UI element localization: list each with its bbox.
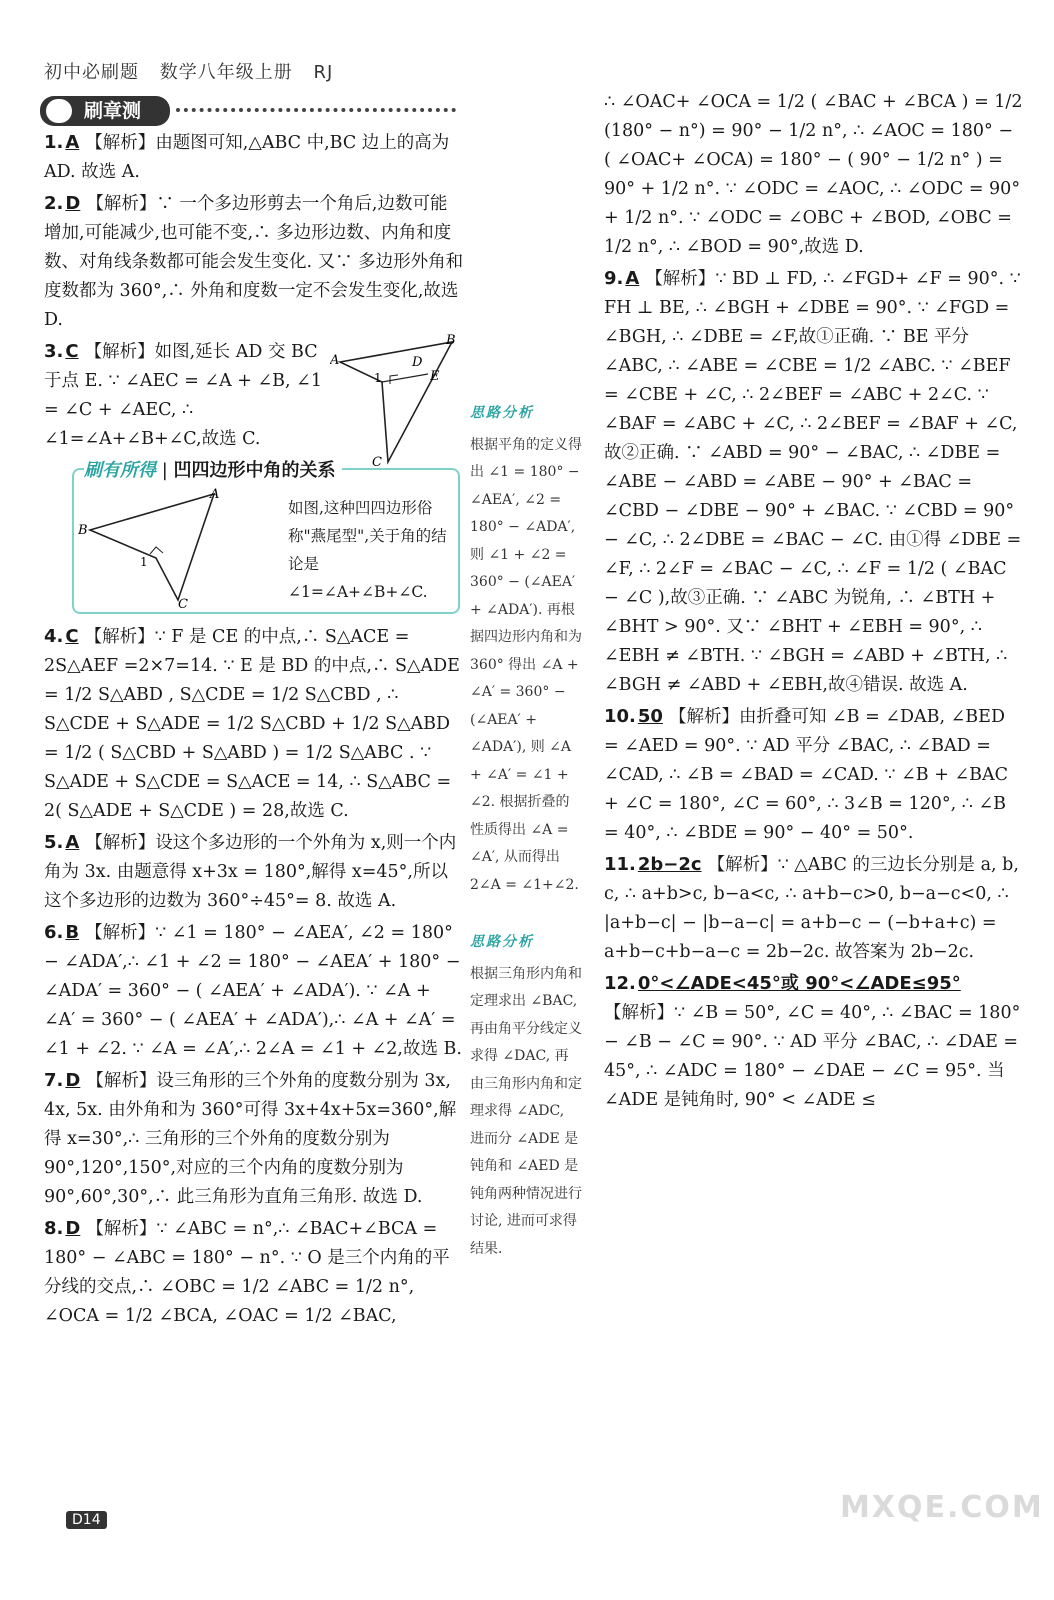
page-header [44, 58, 347, 84]
question-8-continued: ∴ ∠OAC+ ∠OCA = 1/2 ( ∠BAC + ∠BCA ) = 1/2 (180° − n°) = 90° − 1/2 n°, ∴ ∠AOC = 180° − ( ∠OAC+ ∠OCA) = 180° − ( 90° − 1/2 n° ) = 90° + 1/2 n°. ∵ ∠ODC = ∠AOC, ∴ ∠ODC = 90° + 1/2 n°. ∵ ∠ODC = ∠OBC + ∠BOD, ∠OBC = 1/2 n°, ∴ ∠BOD = 90°,故选 D. [604, 92, 1023, 257]
question-1: 1. A 【解析】由题图可知,△ABC 中,BC 边上的高为 AD. 故选 A. [44, 132, 450, 182]
question-9: 9. A 【解析】∵ BD ⊥ FD, ∴ ∠FGD+ ∠F = 90°. ∵ FH ⊥ BE, ∴ ∠BGH + ∠DBE = 90°. ∵ ∠FGD = ∠BGH, ∴ ∠DBE = ∠F,故①正确. ∵ BE 平分 ∠ABC, ∴ ∠ABE = ∠CBE = 1/2 ∠ABC. ∵ ∠BEF = ∠CBE + ∠C, ∴ 2∠BEF = ∠ABC + 2∠C. ∵ ∠BAF = ∠ABC + ∠C, ∴ 2∠BEF = ∠BAF + ∠C,故②正确. ∵ ∠ABD = 90° − ∠BAC, ∴ ∠DBE = ∠ABE − ∠ABD = ∠ABE − 90° + ∠BAC = ∠CBD − ∠DBE − 90° + ∠BAC. ∵ ∠CBD = 90° − ∠C, ∴ 2∠DBE = ∠BAC − ∠C. 由①得 ∠DBE = ∠F, ∴ 2∠F = ∠BAC − ∠C, ∴ ∠F = 1/2 ( ∠BAC − ∠C ),故③正确. ∵ ∠ABC 为锐角, ∴ ∠BTH + ∠BHT > 90°. 又∵ ∠BHT + ∠EBH = 90°, ∴ ∠EBH ≠ ∠BTH. ∵ ∠BGH = ∠ABD + ∠BTH, ∴ ∠BGH ≠ ∠ABD + ∠EBH,故④错误. 故选 A. [604, 268, 1022, 695]
watermark: MXQE.COM [840, 1490, 1044, 1525]
svg-text:A: A [210, 488, 220, 502]
book-title: 初中必刷题 [44, 62, 139, 83]
side-note-2: 思路分析 根据三角形内角和定理求出 ∠BAC, 再由角平分线定义求得 ∠DAC, 再由三角形内角和定理求得 ∠ADC, 进而分 ∠ADE 是钝角和 ∠AED 是钝角两种情况进行讨论, 进而可求得结果. [470, 934, 582, 1257]
edition-label: RJ [313, 62, 334, 83]
svg-text:A: A [330, 353, 340, 368]
tip-box-header: 刷有所得 | 凹四边形中角的关系 [84, 456, 342, 484]
pen-icon [46, 99, 72, 123]
figure-q3 [330, 334, 460, 468]
question-8: 8. D 【解析】∵ ∠ABC = n°,∴ ∠BAC+∠BCA = 180° − ∠ABC = 180° − n°. ∵ O 是三个内角的平分线的交点,∴ ∠OBC = 1/2 ∠ABC = 1/2 n°, ∠OCA = 1/2 ∠BCA, ∠OAC = 1/2 ∠BAC, [44, 1218, 450, 1326]
svg-text:E: E [430, 369, 440, 384]
figure-dart-shape [78, 488, 228, 608]
svg-text:B: B [446, 334, 456, 348]
question-6: 6. B 【解析】∵ ∠1 = 180° − ∠AEA′, ∠2 = 180° − ∠ADA′,∴ ∠1 + ∠2 = 180° − ∠AEA′ + 180° − ∠ADA′ = 360° − ( ∠AEA′ + ∠ADA′). ∵ ∠A + ∠A′ = 360° − ( ∠AEA′ + ∠ADA′),∴ ∠A + ∠A′ = ∠1 + ∠2. ∵ ∠A = ∠A′,∴ 2∠A = ∠1 + ∠2,故选 B. [44, 922, 462, 1059]
svg-text:1: 1 [374, 371, 382, 385]
tip-box [72, 460, 460, 614]
tip-box-title: 凹四边形中角的关系 [173, 460, 336, 481]
question-7: 7. D 【解析】设三角形的三个外角的度数分别为 3x, 4x, 5x. 由外角和为 360°可得 3x+4x+5x=360°,解得 x=30°,∴ 三角形的三个外角的度数分别为 90°,120°,150°,对应的三个内角的度数分别为 90°,60°,30°,∴ 此三角形为直角三角形. 故选 D. [44, 1070, 457, 1207]
tip-box-label: 刷有所得 [84, 460, 156, 481]
section-title: 刷章测 [84, 100, 142, 122]
question-2: 2. D 【解析】∵ 一个多边形剪去一个角后,边数可能增加,可能减少,也可能不变,∴ 多边形边数、内角和度数、对角线条数都可能会发生变化. 又∵ 多边形外角和度数都为 360°,∴ 外角和度数一定不会发生变化,故选 D. [44, 193, 464, 330]
page-number: D14 [66, 1511, 107, 1529]
tip-box-text: 如图,这种凹四边形俗称"燕尾型",关于角的结论是 ∠1=∠A+∠B+∠C. [288, 499, 447, 601]
question-5: 5. A 【解析】设这个多边形的一个外角为 x,则一个内角为 3x. 由题意得 x+3x = 180°,解得 x=45°,所以这个多边形的边数为 360°÷45°= 8. 故选 A. [44, 832, 457, 911]
question-11: 11. 2b−2c 【解析】∵ △ABC 的三边长分别是 a, b, c, ∴ a+b>c, b−a<c, ∴ a+b−c>0, b−a−c<0, ∴ |a+b−c| − |b−a−c| = a+b−c − (−b+a+c) = a+b−c+b−a−c = 2b−2c. 故答案为 2b−2c. [604, 854, 1019, 962]
section-badge [40, 96, 170, 126]
right-column [604, 88, 1024, 1117]
svg-text:D: D [412, 355, 423, 370]
svg-text:B: B [78, 523, 88, 538]
svg-text:C: C [178, 597, 188, 608]
question-10: 10. 50 【解析】由折叠可知 ∠B = ∠DAB, ∠BED = ∠AED = 90°. ∵ AD 平分 ∠BAC, ∴ ∠BAD = ∠CAD, ∴ ∠B = ∠BAD = ∠CAD. ∵ ∠B + ∠BAC + ∠C = 180°, ∠C = 60°, ∴ 3∠B = 120°, ∴ ∠B = 40°, ∴ ∠BDE = 90° − 40° = 50°. [604, 706, 1008, 843]
side-note-1: 思路分析 根据平角的定义得出 ∠1 = 180° − ∠AEA′, ∠2 = 180° − ∠ADA′, 则 ∠1 + ∠2 = 360° − (∠AEA′ + ∠ADA′). 再根据四边形内角和为 360° 得出 ∠A + ∠A′ = 360° − (∠AEA′ + ∠ADA′), 则 ∠A + ∠A′ = ∠1 + ∠2. 根据折叠的性质得出 ∠A = ∠A′, 从而得出 2∠A = ∠1+∠2. [470, 405, 582, 893]
subject-title: 数学八年级上册 [159, 62, 293, 83]
svg-text:C: C [372, 455, 382, 468]
question-12: 12. 0°<∠ADE<45°或 90°<∠ADE≤95° 【解析】∵ ∠B = 50°, ∠C = 40°, ∴ ∠BAC = 180° − ∠B − ∠C = 90°. ∵ AD 平分 ∠BAC, ∴ ∠DAE = 45°, ∴ ∠ADC = 180° − ∠DAE − ∠C = 95°. 当 ∠ADE 是钝角时, 90° < ∠ADE ≤ [604, 973, 1021, 1110]
svg-text:1: 1 [140, 555, 148, 569]
question-3: 3. C 【解析】如图,延长 AD 交 BC 于点 E. ∵ ∠AEC = ∠A + ∠B, ∠1 = ∠C + ∠AEC, ∴ ∠1=∠A+∠B+∠C,故选 C. [44, 341, 322, 449]
left-column [44, 128, 464, 1333]
question-4: 4. C 【解析】∵ F 是 CE 的中点,∴ S△ACE = 2S△AEF =2×7=14. ∵ E 是 BD 的中点,∴ S△ADE = 1/2 S△ABD , S△CDE = 1/2 S△CBD , ∴ S△CDE + S△ADE = 1/2 S△CBD + 1/2 S△ABD = 1/2 ( S△CBD + S△ABD ) = 1/2 S△ABC . ∵ S△ADE + S△CDE = S△ACE = 14, ∴ S△ABC = 2( S△ADE + S△CDE ) = 28,故选 C. [44, 626, 460, 821]
section-divider [176, 108, 456, 112]
side-notes [470, 400, 582, 1263]
